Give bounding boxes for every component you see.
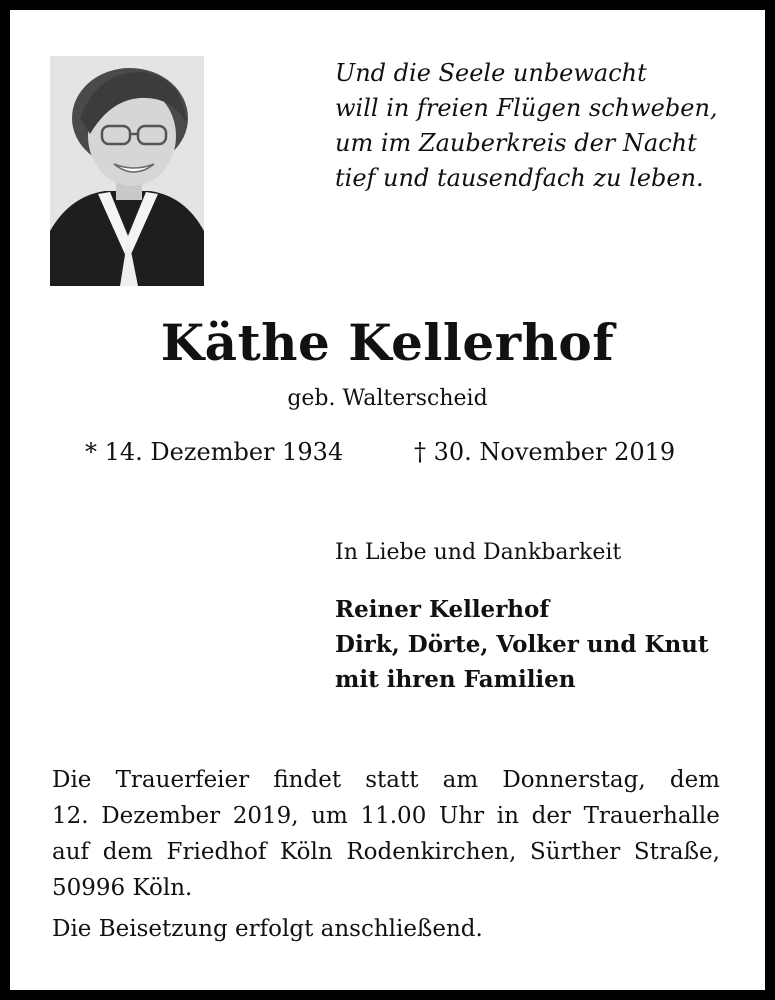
mourner-line: Reiner Kellerhof — [335, 596, 550, 623]
poem-line: tief und tausendfach zu leben. — [335, 164, 704, 192]
word: Dezember — [101, 803, 221, 829]
mourner-line: Dirk, Dörte, Volker und Knut — [335, 631, 709, 658]
ceremony-line-2 — [52, 798, 720, 834]
mourners-intro: In Liebe und Dankbarkeit — [335, 540, 622, 565]
memorial-poem — [335, 56, 745, 196]
word: Donnerstag, — [502, 767, 646, 793]
word: Friedhof — [166, 839, 267, 865]
word: 12. — [52, 803, 89, 829]
word: um — [311, 803, 348, 829]
word: dem — [669, 767, 720, 793]
word: Die — [52, 767, 92, 793]
mourner-line: mit ihren Familien — [335, 666, 576, 693]
deceased-name: Käthe Kellerhof — [160, 313, 615, 372]
word: dem — [102, 839, 153, 865]
portrait-illustration — [50, 56, 204, 286]
word: Trauerhalle — [583, 803, 720, 829]
word: der — [531, 803, 571, 829]
ceremony-line-3 — [52, 834, 720, 870]
mourners-list — [335, 592, 709, 697]
word: Köln — [280, 839, 333, 865]
word: statt — [365, 767, 419, 793]
maiden-name: geb. Walterscheid — [287, 386, 488, 411]
word: Straße, — [633, 839, 720, 865]
word: Uhr — [438, 803, 485, 829]
word: Trauerfeier — [115, 767, 250, 793]
burial-note: Die Beisetzung erfolgt anschließend. — [52, 916, 483, 942]
word: Sürther — [530, 839, 621, 865]
birth-date: * 14. Dezember 1934 — [85, 438, 344, 466]
poem-line: Und die Seele unbewacht — [335, 59, 647, 87]
word: 2019, — [232, 803, 299, 829]
funeral-announcement — [52, 762, 720, 906]
portrait-photo — [50, 56, 204, 286]
poem-line: will in freien Flügen schweben, — [335, 94, 718, 122]
poem-line: um im Zauberkreis der Nacht — [335, 129, 697, 157]
word: findet — [273, 767, 342, 793]
word: Rodenkirchen, — [346, 839, 517, 865]
word: am — [442, 767, 479, 793]
death-date: † 30. November 2019 — [414, 438, 676, 466]
ceremony-line-1 — [52, 762, 720, 798]
ceremony-line-4: 50996 Köln. — [52, 875, 193, 901]
word: 11.00 — [360, 803, 427, 829]
word: in — [496, 803, 519, 829]
word: auf — [52, 839, 90, 865]
